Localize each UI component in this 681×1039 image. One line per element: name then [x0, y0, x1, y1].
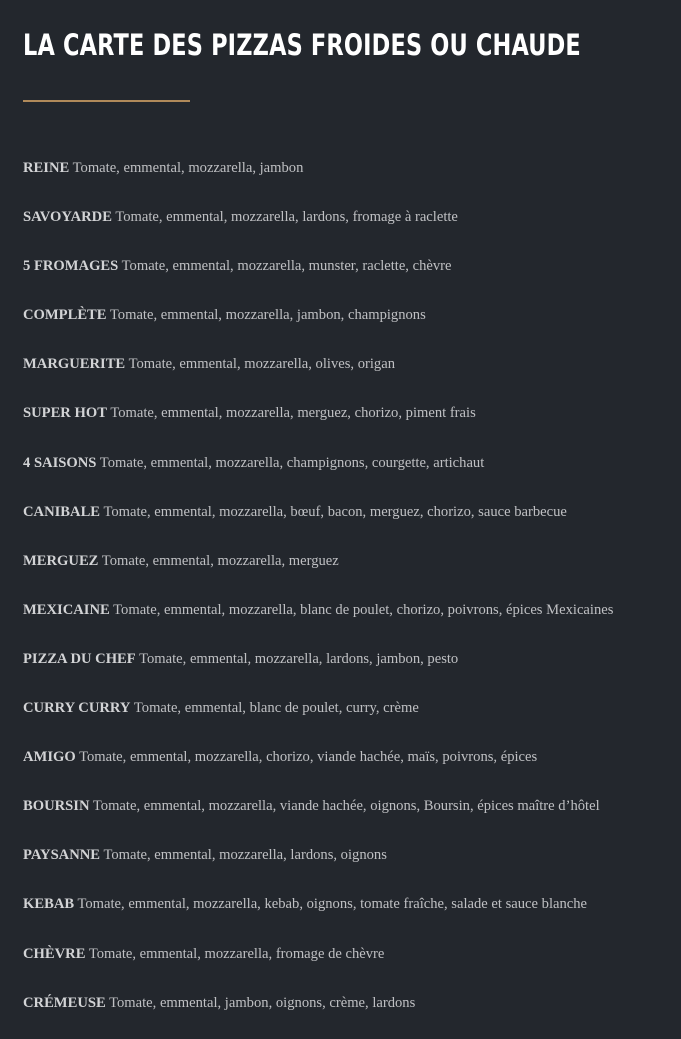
title-divider [23, 100, 190, 102]
pizza-description: Tomate, emmental, mozzarella, jambon [72, 160, 304, 176]
list-item [23, 941, 673, 990]
list-item [23, 646, 673, 695]
pizza-description: Tomate, emmental, mozzarella, munster, raclette, chèvre [121, 258, 452, 275]
pizza-description: Tomate, emmental, mozzarella, lardons, jambon, pesto [139, 650, 459, 667]
pizza-name: KEBAB [23, 896, 75, 913]
pizza-description: Tomate, emmental, mozzarella, kebab, oignons, tomate fraîche, salade et sauce blanche [77, 896, 588, 913]
pizza-description: Tomate, emmental, mozzarella, merguez, chorizo, piment frais [110, 405, 476, 422]
list-item [23, 548, 673, 597]
list-item [23, 597, 673, 646]
pizza-description: Tomate, emmental, mozzarella, blanc de poulet, chorizo, poivrons, épices Mexicaines [113, 601, 614, 618]
list-item [23, 253, 673, 302]
pizza-name: 5 FROMAGES [23, 258, 119, 275]
list-item [23, 155, 673, 204]
page-title: LA CARTE DES PIZZAS FROIDES OU CHAUDE [23, 28, 581, 62]
pizza-description: Tomate, emmental, mozzarella, chorizo, viande hachée, maïs, poivrons, épices [79, 749, 538, 766]
pizza-description: Tomate, emmental, mozzarella, lardons, fromage à raclette [115, 209, 458, 226]
pizza-name: MERGUEZ [23, 552, 99, 569]
list-item [23, 744, 673, 793]
pizza-name: MEXICAINE [23, 601, 110, 618]
list-item [23, 695, 673, 744]
pizza-list [23, 155, 673, 1039]
pizza-description: Tomate, emmental, jambon, oignons, crème, lardons [109, 994, 416, 1011]
pizza-name: CANIBALE [23, 503, 101, 520]
pizza-name: SAVOYARDE [23, 209, 112, 226]
list-item [23, 793, 673, 842]
pizza-description: Tomate, emmental, mozzarella, merguez [101, 552, 339, 569]
pizza-name: PAYSANNE [23, 847, 101, 864]
pizza-name: 4 SAISONS [23, 454, 97, 471]
pizza-name: AMIGO [23, 749, 76, 766]
pizza-name: PIZZA DU CHEF [23, 650, 136, 667]
list-item [23, 302, 673, 351]
pizza-description: Tomate, emmental, mozzarella, viande hachée, oignons, Boursin, épices maître d’hôtel [92, 798, 600, 815]
list-item [23, 499, 673, 548]
pizza-name: CHÈVRE [23, 945, 86, 962]
pizza-name: REINE [23, 160, 70, 176]
list-item [23, 204, 673, 253]
pizza-description: Tomate, emmental, mozzarella, champignons, courgette, artichaut [99, 454, 485, 471]
pizza-description: Tomate, emmental, mozzarella, lardons, oignons [103, 847, 387, 864]
pizza-description: Tomate, emmental, blanc de poulet, curry, crème [133, 700, 419, 717]
list-item [23, 450, 673, 499]
pizza-name: CRÉMEUSE [23, 994, 106, 1011]
pizza-name: MARGUERITE [23, 356, 126, 373]
pizza-name: COMPLÈTE [23, 307, 107, 324]
pizza-name: BOURSIN [23, 798, 90, 815]
list-item [23, 400, 673, 449]
list-item [23, 351, 673, 400]
pizza-description: Tomate, emmental, mozzarella, bœuf, bacon, merguez, chorizo, sauce barbecue [103, 503, 567, 520]
list-item [23, 990, 673, 1039]
pizza-description: Tomate, emmental, mozzarella, fromage de chèvre [88, 945, 385, 962]
pizza-name: CURRY CURRY [23, 700, 131, 717]
list-item [23, 842, 673, 891]
list-item [23, 891, 673, 940]
pizza-name: SUPER HOT [23, 405, 107, 422]
pizza-description: Tomate, emmental, mozzarella, jambon, champignons [109, 307, 426, 324]
pizza-description: Tomate, emmental, mozzarella, olives, origan [128, 356, 395, 373]
